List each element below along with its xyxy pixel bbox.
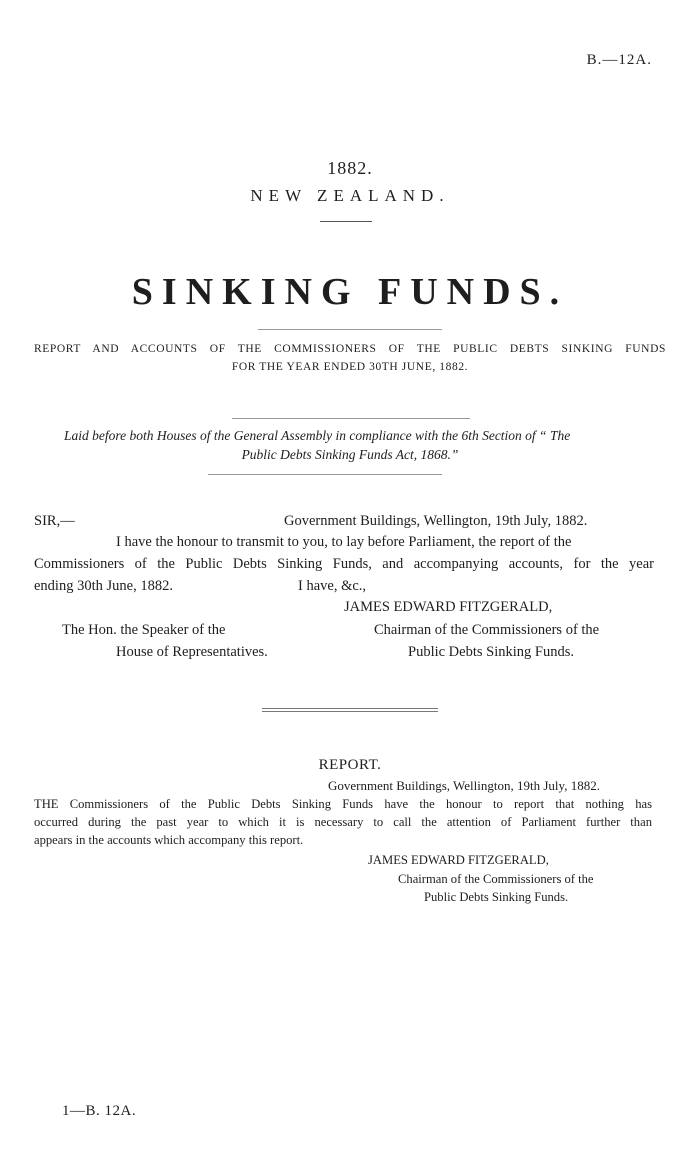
report-body-line: occurred during the past year to which it is necessary to call the attention of Parliament further than [34, 815, 652, 829]
signature-title: Public Debts Sinking Funds. [408, 644, 574, 660]
letter-body-line: I have the honour to transmit to you, to lay before Parliament, the report of the [116, 534, 572, 550]
laid-before-notice: Public Debts Sinking Funds Act, 1868.” [241, 447, 459, 462]
divider-rule [258, 329, 442, 330]
report-body-line: THE Commissioners of the Public Debts Sinking Funds have the honour to report that nothing has [34, 797, 652, 811]
report-signature-title: Chairman of the Commissioners of the [398, 872, 594, 886]
divider-rule [320, 221, 372, 222]
recipient-line: The Hon. the Speaker of the [62, 622, 226, 638]
letter-closing: I have, &c., [298, 578, 367, 594]
country-heading: NEW ZEALAND. [250, 186, 450, 205]
signature-title: Chairman of the Commissioners of the [374, 622, 600, 638]
page-title: SINKING FUNDS. [131, 271, 569, 313]
subtitle-line: REPORT AND ACCOUNTS OF THE COMMISSIONERS OF THE PUBLIC DEBTS SINKING FUNDS [34, 343, 666, 355]
page-reference: B.—12A. [586, 52, 652, 68]
divider-rule [232, 418, 470, 419]
divider-rule [208, 474, 442, 475]
recipient-line: House of Representatives. [116, 644, 268, 660]
letter-date: Government Buildings, Wellington, 19th July, 1882. [284, 513, 588, 529]
footer-page-reference: 1—B. 12A. [62, 1103, 137, 1119]
laid-before-notice: Laid before both Houses of the General Assembly in compliance with the 6th Section of “ The [64, 428, 571, 443]
report-body-line: appears in the accounts which accompany this report. [34, 833, 304, 847]
section-divider [262, 708, 438, 712]
report-signature-name: JAMES EDWARD FITZGERALD, [368, 853, 549, 867]
letter-body-line: ending 30th June, 1882. [34, 578, 173, 594]
report-signature-title: Public Debts Sinking Funds. [424, 890, 569, 904]
signature-name: JAMES EDWARD FITZGERALD, [344, 599, 553, 615]
report-heading: REPORT. [318, 757, 382, 773]
subtitle-line: FOR THE YEAR ENDED 30TH JUNE, 1882. [231, 361, 469, 373]
letter-salutation: SIR,— [34, 513, 75, 529]
report-date: Government Buildings, Wellington, 19th July, 1882. [328, 778, 600, 793]
letter-body-line: Commissioners of the Public Debts Sinking Funds, and accompanying accounts, for the year [34, 556, 654, 572]
year-heading: 1882. [327, 158, 373, 178]
